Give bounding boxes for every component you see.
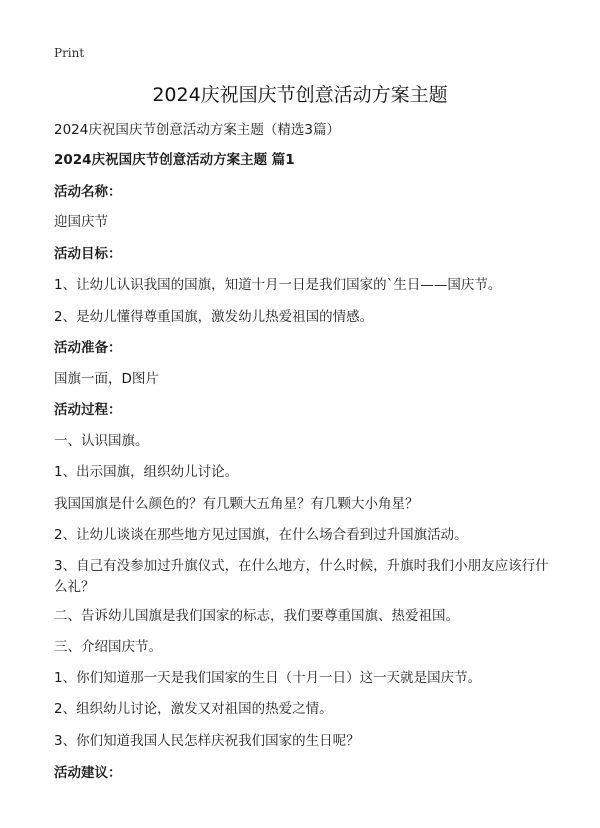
field-label-activity-goal: 活动目标： [54, 246, 122, 262]
document-title: 2024庆祝国庆节创意活动方案主题 [152, 84, 448, 106]
field-label-activity-process: 活动过程： [54, 402, 122, 418]
paragraph-line: 3、自己有没参加过升旗仪式，在什么地方，什么时候，升旗时我们小朋友应该行什么礼？ [54, 558, 549, 595]
paragraph-line: 2、是幼儿懂得尊重国旗，激发幼儿热爱祖国的情感。 [54, 309, 374, 325]
field-label-activity-name: 活动名称： [54, 184, 122, 200]
subtitle-line: 2024庆祝国庆节创意活动方案主题（精选3篇） [54, 122, 340, 138]
section-heading: 2024庆祝国庆节创意活动方案主题 篇1 [54, 152, 295, 168]
paragraph-line: 1、出示国旗，组织幼儿讨论。 [54, 464, 239, 480]
paragraph-line: 1、你们知道那一天是我们国家的生日（十月一日）这一天就是国庆节。 [54, 670, 482, 686]
print-label: Print [54, 46, 85, 60]
field-label-activity-prep: 活动准备： [54, 340, 122, 356]
paragraph-line: 我国国旗是什么颜色的？有几颗大五角星？有几颗大小角星？ [54, 496, 419, 512]
paragraph-line: 3、你们知道我国人民怎样庆祝我们国家的生日呢？ [54, 733, 360, 749]
paragraph-line: 三、介绍国庆节。 [54, 639, 162, 655]
paragraph-line: 一、认识国旗。 [54, 433, 149, 449]
paragraph-line: 二、告诉幼儿国旗是我们国家的标志，我们要尊重国旗、热爱祖国。 [54, 608, 459, 624]
paragraph-line: 国旗一面，D图片 [54, 371, 159, 387]
paragraph-line: 2、组织幼儿讨论，激发又对祖国的热爱之情。 [54, 701, 333, 717]
paragraph-line: 1、让幼儿认识我国的国旗，知道十月一日是我们国家的`生日——国庆节。 [54, 277, 502, 293]
field-label-activity-suggestion: 活动建议： [54, 765, 122, 781]
paragraph-line: 迎国庆节 [54, 214, 108, 230]
paragraph-line: 2、让幼儿谈谈在那些地方见过国旗，在什么场合看到过升国旗活动。 [54, 527, 468, 543]
